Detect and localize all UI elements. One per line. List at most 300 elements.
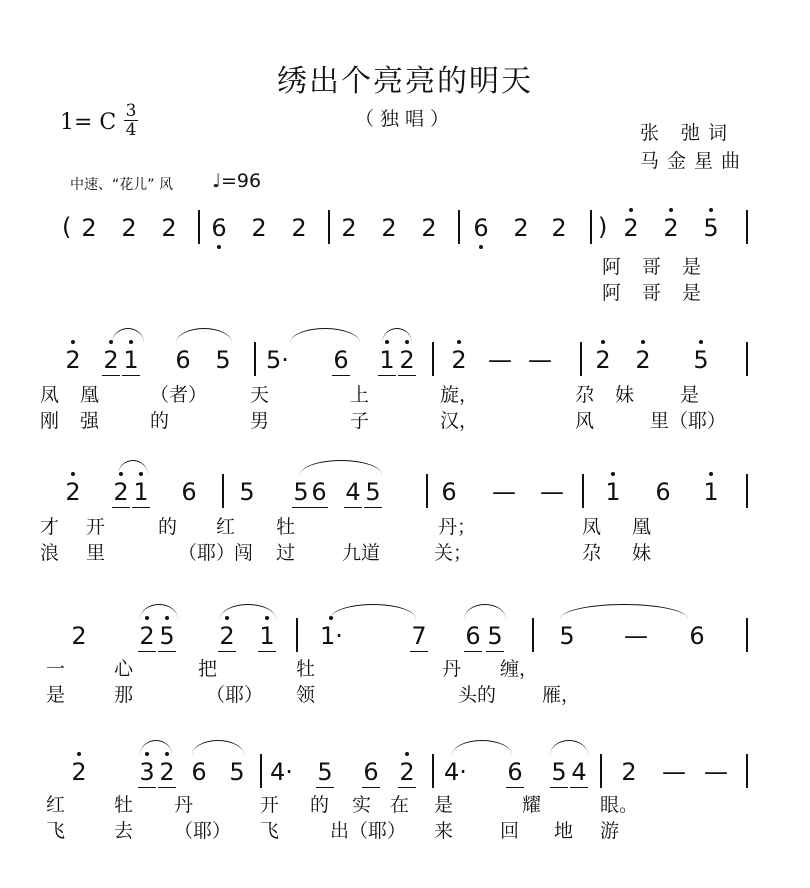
lyric-syllable: 一 (46, 658, 66, 680)
note-digit: 6 (333, 346, 349, 374)
note-digit: 2 (121, 214, 137, 242)
octave-dot-low (217, 245, 221, 249)
eighth-underline (258, 651, 276, 652)
lyric-syllable: 天 (250, 384, 270, 406)
note (660, 214, 682, 242)
eighth-underline (398, 787, 416, 788)
eighth-underline (362, 787, 380, 788)
song-title: 绣出个亮亮的明天 (277, 64, 533, 99)
note (528, 346, 550, 374)
lyric-syllable: 关； (434, 542, 473, 564)
note (178, 478, 200, 506)
lyric-syllable: 刚 (40, 410, 60, 432)
lyric-syllable: 眼。 (600, 794, 639, 816)
octave-dot-high (629, 208, 633, 212)
note (120, 346, 142, 374)
lyric-syllable: 回 (500, 820, 520, 842)
note (510, 214, 532, 242)
note-digit: 6 (473, 214, 489, 242)
lyric-syllable: 把 (198, 658, 218, 680)
note (130, 478, 152, 506)
note-digit: 2 (161, 214, 177, 242)
eighth-underline (570, 787, 588, 788)
lyric-syllable: 哥 (642, 256, 662, 278)
note-digit: 2 (341, 214, 357, 242)
lyric-syllable: 哥 (642, 282, 662, 304)
bar-line (222, 474, 224, 508)
note (158, 214, 180, 242)
note (632, 346, 654, 374)
bar-line (746, 474, 748, 508)
note-digit: 2 (399, 758, 415, 786)
note-digit: 5 (293, 478, 309, 506)
note-digit: 1 (259, 622, 275, 650)
note (444, 758, 466, 786)
note (248, 214, 270, 242)
time-signature-top: 3 (125, 101, 137, 121)
lyric-line (0, 818, 810, 848)
note-digit: 4· (444, 758, 467, 786)
note (602, 478, 624, 506)
lyric-syllable: （耶） (174, 820, 232, 842)
note (690, 346, 712, 374)
bar-line (580, 342, 582, 376)
note-digit: 6 (441, 478, 457, 506)
lyric-syllable: 阿 (602, 256, 622, 278)
note (188, 758, 210, 786)
note (448, 346, 470, 374)
note (100, 346, 122, 374)
note-digit: 3 (139, 758, 155, 786)
note-digit: 6 (311, 478, 327, 506)
lyric-syllable: 里 (86, 542, 106, 564)
eighth-underline (310, 507, 328, 508)
lyric-syllable: （耶） (178, 542, 236, 564)
note-digit: 6 (175, 346, 191, 374)
time-signature-bottom: 4 (125, 120, 137, 140)
lyric-syllable: 是 (680, 384, 700, 406)
eighth-underline (364, 507, 382, 508)
note (556, 622, 578, 650)
lyric-syllable: 在 (390, 794, 410, 816)
note (418, 214, 440, 242)
note-digit: 2 (623, 214, 639, 242)
octave-dot-low (479, 245, 483, 249)
lyric-syllable: 上 (350, 384, 370, 406)
note-digit: 5 (159, 622, 175, 650)
note (618, 758, 640, 786)
lyric-syllable: 地 (554, 820, 574, 842)
lyric-syllable: 头的 (458, 684, 497, 706)
note (568, 758, 590, 786)
eighth-underline (292, 507, 310, 508)
lyric-syllable: 雁， (542, 684, 581, 706)
note (68, 622, 90, 650)
note (172, 346, 194, 374)
lyric-syllable: 的 (158, 516, 178, 538)
lyric-syllable: 是 (682, 282, 702, 304)
note-digit: — (528, 346, 552, 374)
eighth-underline (332, 375, 350, 376)
note-digit: 6 (191, 758, 207, 786)
note-digit: 2 (399, 346, 415, 374)
note (330, 346, 352, 374)
note (652, 478, 674, 506)
lyric-syllable: 牡 (296, 658, 316, 680)
note-digit: 6 (363, 758, 379, 786)
note (342, 478, 364, 506)
note (156, 622, 178, 650)
note-digit: 4 (345, 478, 361, 506)
slur (112, 328, 144, 343)
note-digit: 2 (251, 214, 267, 242)
note-digit: 5 (239, 478, 255, 506)
bar-line (296, 618, 298, 652)
note (208, 214, 230, 242)
note-digit: 5 (551, 758, 567, 786)
lyric-syllable: 里（耶） (650, 410, 727, 432)
slur (140, 740, 172, 755)
slur (550, 740, 588, 755)
eighth-underline (102, 375, 120, 376)
eighth-underline (218, 651, 236, 652)
bar-line (432, 754, 434, 788)
lyric-syllable: 尕 (575, 384, 595, 406)
note-digit: 4· (270, 758, 293, 786)
bar-line (746, 754, 748, 788)
lyric-syllable: 闯 (234, 542, 254, 564)
note-row (0, 616, 810, 656)
note-digit: 1 (703, 478, 719, 506)
lyric-syllable: 尕 (582, 542, 602, 564)
note-digit: 7 (411, 622, 427, 650)
note (288, 214, 310, 242)
note (256, 622, 278, 650)
note-digit: 5 (487, 622, 503, 650)
note (620, 214, 642, 242)
lyric-syllable: 红 (216, 516, 236, 538)
time-signature (124, 103, 138, 138)
note (314, 758, 336, 786)
lyric-syllable: 飞 (46, 820, 66, 842)
note (592, 346, 614, 374)
note (492, 478, 514, 506)
lyric-syllable: 凰 (632, 516, 652, 538)
note-digit: — (488, 346, 512, 374)
octave-dot-high (405, 752, 409, 756)
bar-line (328, 210, 330, 244)
slur (330, 604, 416, 619)
octave-dot-high (611, 472, 615, 476)
lyric-syllable: 男 (250, 410, 270, 432)
lyric-syllable: （耶） (206, 684, 264, 706)
note-digit: 4 (571, 758, 587, 786)
slur (300, 460, 382, 475)
bar-line (532, 618, 534, 652)
lyric-syllable: 妹 (632, 542, 652, 564)
lyric-syllable: 领 (296, 684, 316, 706)
note-digit: 2 (65, 478, 81, 506)
note (396, 758, 418, 786)
eighth-underline (410, 651, 428, 652)
note-digit: 1 (605, 478, 621, 506)
note (484, 622, 506, 650)
bar-line (590, 210, 592, 244)
note (320, 622, 342, 650)
slur (220, 604, 276, 619)
note (548, 214, 570, 242)
slur (118, 460, 148, 475)
note-digit: 2 (513, 214, 529, 242)
note-digit: 1 (123, 346, 139, 374)
note (504, 758, 526, 786)
lyric-syllable: 凤 (40, 384, 60, 406)
note (362, 478, 384, 506)
note-digit: 5· (266, 346, 289, 374)
bar-line (582, 474, 584, 508)
note (700, 214, 722, 242)
note (308, 478, 330, 506)
lyric-syllable: 阿 (602, 282, 622, 304)
note (78, 214, 100, 242)
bracket: ) (598, 213, 608, 241)
eighth-underline (316, 787, 334, 788)
lyric-syllable: 飞 (260, 820, 280, 842)
lyric-syllable: 出（耶） (330, 820, 407, 842)
note (216, 622, 238, 650)
note-row (0, 472, 810, 512)
note (338, 214, 360, 242)
bar-line (600, 754, 602, 788)
performance-type: （独唱） (354, 108, 455, 130)
lyric-syllable: 开 (260, 794, 280, 816)
note-digit: 2 (621, 758, 637, 786)
note (438, 478, 460, 506)
lyric-syllable: （者） (150, 384, 208, 406)
note (136, 758, 158, 786)
note-digit: 5 (703, 214, 719, 242)
octave-dot-high (601, 340, 605, 344)
lyric-syllable: 是 (46, 684, 66, 706)
slur (452, 740, 512, 755)
bar-line (426, 474, 428, 508)
note-digit: 2 (139, 622, 155, 650)
note-digit: 5 (229, 758, 245, 786)
lyric-syllable: 妹 (615, 384, 635, 406)
octave-dot-high (641, 340, 645, 344)
note (136, 622, 158, 650)
note-digit: 2 (381, 214, 397, 242)
eighth-underline (132, 507, 150, 508)
eighth-underline (112, 507, 130, 508)
slur (464, 604, 506, 619)
note (488, 346, 510, 374)
note-digit: — (662, 758, 686, 786)
slur (382, 328, 412, 343)
octave-dot-high (77, 752, 81, 756)
note-digit: 5 (559, 622, 575, 650)
note (376, 346, 398, 374)
lyric-line (0, 408, 810, 438)
note-digit: 2 (421, 214, 437, 242)
note (462, 622, 484, 650)
key-signature: 1= C (60, 110, 117, 135)
lyric-syllable: 实 (352, 794, 372, 816)
eighth-underline (158, 651, 176, 652)
lyric-line (0, 682, 810, 712)
note (226, 758, 248, 786)
note-digit: 1 (379, 346, 395, 374)
note-digit: — (540, 478, 564, 506)
eighth-underline (138, 787, 156, 788)
lyric-syllable: 旋， (440, 384, 479, 406)
note-row (0, 208, 810, 248)
octave-dot-high (709, 208, 713, 212)
slur (140, 604, 178, 619)
bar-line (260, 754, 262, 788)
lyric-syllable: 丹 (174, 794, 194, 816)
note-digit: 6 (507, 758, 523, 786)
eighth-underline (486, 651, 504, 652)
lyric-syllable: 心 (114, 658, 134, 680)
note-digit: 1· (320, 622, 343, 650)
note (118, 214, 140, 242)
bar-line (746, 342, 748, 376)
lyric-syllable: 那 (114, 684, 134, 706)
octave-dot-high (71, 340, 75, 344)
note-digit: 2 (159, 758, 175, 786)
lyric-syllable: 开 (86, 516, 106, 538)
slur (192, 740, 244, 755)
lyric-syllable: 牡 (114, 794, 134, 816)
bar-line (254, 342, 256, 376)
note-digit: 2 (595, 346, 611, 374)
bar-line (432, 342, 434, 376)
note (540, 478, 562, 506)
eighth-underline (506, 787, 524, 788)
eighth-underline (122, 375, 140, 376)
note (662, 758, 684, 786)
lyric-syllable: 风 (575, 410, 595, 432)
bracket: ( (62, 213, 72, 241)
tempo-marking: 中速、“花儿” 风 (70, 177, 173, 193)
note-digit: 2 (291, 214, 307, 242)
note-digit: 6 (689, 622, 705, 650)
note (62, 346, 84, 374)
bar-line (746, 618, 748, 652)
lyric-syllable: 丹； (438, 516, 477, 538)
note (266, 346, 288, 374)
note-digit: 5 (215, 346, 231, 374)
note-digit: 2 (65, 346, 81, 374)
lyric-syllable: 凤 (582, 516, 602, 538)
lyric-syllable: 强 (80, 410, 100, 432)
lyric-syllable: 游 (600, 820, 620, 842)
note-digit: — (492, 478, 516, 506)
lyric-syllable: 牡 (276, 516, 296, 538)
octave-dot-high (709, 472, 713, 476)
metronome-marking: ♩=96 (212, 170, 262, 192)
note (396, 346, 418, 374)
bar-line (746, 210, 748, 244)
note-row (0, 340, 810, 380)
composer-credit: 马金星曲 (640, 150, 749, 172)
note (62, 478, 84, 506)
eighth-underline (550, 787, 568, 788)
lyric-syllable: 去 (114, 820, 134, 842)
lyricist-credit: 张 弛词 (640, 122, 736, 144)
lyric-syllable: 九道 (342, 542, 381, 564)
note (686, 622, 708, 650)
note-digit: 5 (317, 758, 333, 786)
octave-dot-high (669, 208, 673, 212)
eighth-underline (138, 651, 156, 652)
note-digit: 2 (71, 758, 87, 786)
lyric-syllable: 的 (310, 794, 330, 816)
lyric-syllable: 汉， (440, 410, 479, 432)
lyric-syllable: 来 (434, 820, 454, 842)
slur (290, 328, 360, 343)
note (378, 214, 400, 242)
eighth-underline (464, 651, 482, 652)
lyric-syllable: 是 (434, 794, 454, 816)
lyric-syllable: 的 (150, 410, 170, 432)
note-digit: 2 (551, 214, 567, 242)
note (700, 478, 722, 506)
lyric-syllable: 凰 (80, 384, 100, 406)
note (624, 622, 646, 650)
note (704, 758, 726, 786)
note-digit: 2 (451, 346, 467, 374)
note (236, 478, 258, 506)
note-digit: 6 (465, 622, 481, 650)
slur (176, 328, 232, 343)
note (360, 758, 382, 786)
note (68, 758, 90, 786)
note-digit: — (704, 758, 728, 786)
lyric-line (0, 280, 810, 310)
lyric-syllable: 过 (276, 542, 296, 564)
note-digit: 2 (103, 346, 119, 374)
slur (560, 604, 688, 619)
lyric-syllable: 缠， (500, 658, 539, 680)
lyric-syllable: 才 (40, 516, 60, 538)
note-digit: 6 (211, 214, 227, 242)
note-digit: 2 (81, 214, 97, 242)
lyric-syllable: 耀 (522, 794, 542, 816)
note-digit: 2 (219, 622, 235, 650)
note-digit: — (624, 622, 648, 650)
note-row (0, 752, 810, 792)
lyric-syllable: 丹 (442, 658, 462, 680)
eighth-underline (378, 375, 396, 376)
eighth-underline (398, 375, 416, 376)
note-digit: 2 (71, 622, 87, 650)
note-digit: 2 (663, 214, 679, 242)
note-digit: 1 (133, 478, 149, 506)
note (548, 758, 570, 786)
lyric-syllable: 子 (350, 410, 370, 432)
octave-dot-high (71, 472, 75, 476)
lyric-syllable: 红 (46, 794, 66, 816)
note (110, 478, 132, 506)
bar-line (458, 210, 460, 244)
note (156, 758, 178, 786)
octave-dot-high (699, 340, 703, 344)
note (270, 758, 292, 786)
note (212, 346, 234, 374)
bar-line (198, 210, 200, 244)
